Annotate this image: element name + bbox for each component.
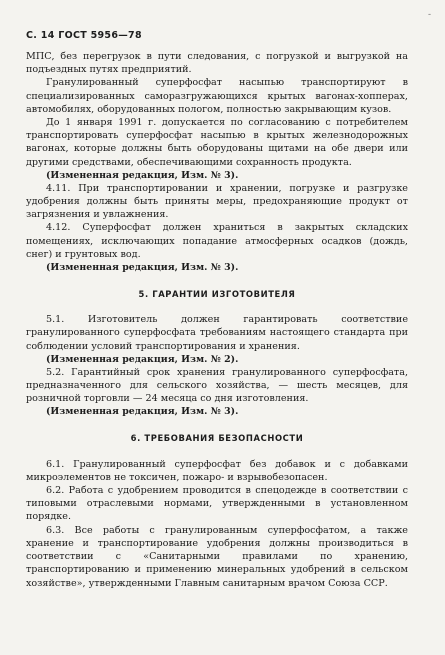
revision-note: (Измененная редакция, Изм. № 3). [46,169,239,181]
revision-note: (Измененная редакция, Изм. № 3). [46,262,239,274]
corner-mark: - [427,10,431,20]
revision-note: (Измененная редакция, Изм. № 3). [46,406,239,418]
paragraph: 4.12. Суперфосфат должен храниться в закрытых складских помещениях, исключающих попадание атмосферных осадков (дождь, снег) и грунтовых вод. [26,222,408,260]
paragraph: 6.2. Работа с удобрением проводится в спецодежде в соответствии с типовыми отраслевыми нормами, утвержденными в установленном порядке. [26,485,408,523]
page-header: С. 14 ГОСТ 5956—78 [26,30,142,41]
section-heading: 6. ТРЕБОВАНИЯ БЕЗОПАСНОСТИ [130,433,304,444]
paragraph: 6.3. Все работы с гранулированным суперфосфатом, а также хранение и транспортирование удобрения должны производиться в соответствии с «Санитарными правилами по хранению, транспортированию и применению минеральных удобрений в сельском хозяйстве», утвержденными Главным санитарным врачом Союза ССР. [26,524,408,589]
paragraph: До 1 января 1991 г. допускается по согласованию с потребителем транспортировать суперфосфат насыпью в крытых железнодорожных вагонах, которые должны быть оборудованы щитами на обе двери или другими средствами, обеспечивающими сохранность продукта. [26,117,408,168]
paragraph: 4.11. При транспортировании и хранении, погрузке и разгрузке удобрения должны быть приняты меры, предохраняющие продукт от загрязнения и увлажнения. [26,182,408,221]
document-body [26,50,408,590]
section-heading: 5. ГАРАНТИИ ИЗГОТОВИТЕЛЯ [138,289,296,300]
revision-note: (Измененная редакция, Изм. № 2). [46,353,239,365]
paragraph: 5.2. Гарантийный срок хранения гранулированного суперфосфата, предназначенного для сельского хозяйства, — шесть месяцев, для розничной торговли — 24 месяца со дня изготовления. [26,366,408,405]
paragraph: 5.1. Изготовитель должен гарантировать соответствие гранулированного суперфосфата требованиям настоящего стандарта при соблюдении условий транспортирования и хранения. [26,314,408,352]
paragraph: МПС, без перегрузок в пути следования, с погрузкой и выгрузкой на подъездных путях предприятий. [26,51,408,76]
paragraph: 6.1. Гранулированный суперфосфат без добавок и с добавками микроэлементов не токсичен, пожаро- и взрывобезопасен. [26,458,408,483]
paragraph: Гранулированный суперфосфат насыпью транспортируют в специализированных саморазгружающихся крытых вагонах-хопперах, автомобилях, оборудованных пологом, полностью закрывающим кузов. [26,77,408,115]
